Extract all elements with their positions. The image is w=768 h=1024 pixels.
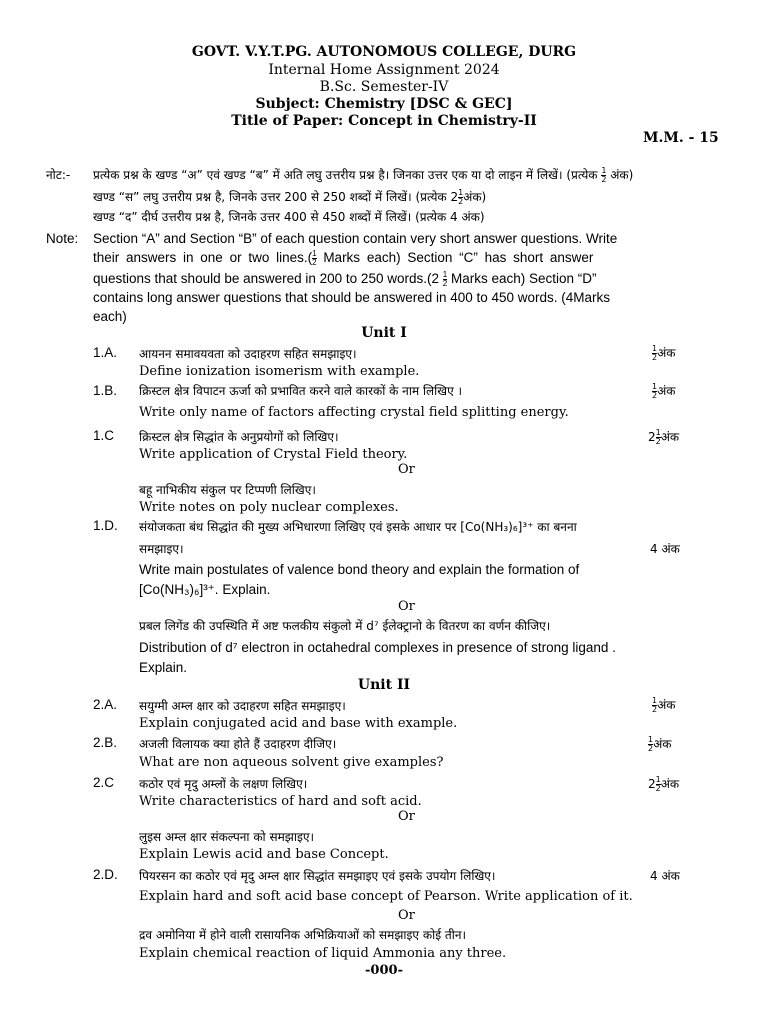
unit-1-title: Unit I [361,325,407,341]
question-marks: 4 अंक [650,869,680,883]
question-hindi: क्रिस्टल क्षेत्र विपाटन ऊर्जा को प्रभावित करने वाले कारकों के नाम लिखिए । [139,384,463,398]
question-hindi: सयुग्मी अम्ल क्षार को उदाहरण सहित समझाइए। [139,699,346,713]
question-marks: $\frac{1}{2}$ अंक [652,344,676,362]
question-english-cont: [Co(NH₃)₆]³⁺. Explain. [139,582,271,597]
half-fraction: $\frac{1}{2}$ [652,382,658,400]
question-hindi-alt: लुइस अम्ल क्षार संकल्पना को समझाइए। [139,830,315,844]
paper-title: Title of Paper: Concept in Chemistry-II [231,113,537,129]
unit-2-title: Unit II [357,677,411,693]
question-english: Write main postulates of valence bond theory and explain the formation of [139,562,580,577]
question-hindi-alt: बहू नाभिकीय संकुल पर टिप्पणी लिखिए। [139,483,316,497]
assignment-title: Internal Home Assignment 2024 [268,62,500,78]
hindi-note-line-2: खण्ड “स” लघु उत्तरीय प्रश्न है, जिनके उत्तर 200 से 250 शब्दों में लिखें। (प्रत्येक 2 $\frac{1}{2}$ अंक) [93,188,487,206]
question-hindi: संयोजकता बंध सिद्धांत की मुख्य अभिधारणा लिखिए एवं इसके आधार पर [Co(NH₃)₆]³⁺ का बनना [139,520,577,534]
question-number: 2.B. [93,735,118,750]
half-fraction: $\frac{1}{2}$ [601,166,607,184]
half-fraction: $\frac{1}{2}$ [648,735,654,753]
or-separator: Or [398,809,415,824]
college-name: GOVT. V.Y.T.PG. AUTONOMOUS COLLEGE, DURG [191,44,577,60]
half-fraction: $\frac{1}{2}$ [652,344,658,362]
question-english: Write application of Crystal Field theory. [139,447,408,462]
question-marks: 4 अंक [650,542,680,556]
question-hindi: अजली विलायक क्या होते हैं उदाहरण दीजिए। [139,737,337,751]
semester-line: B.Sc. Semester-IV [319,79,449,95]
hindi-note-line-1: प्रत्येक प्रश्न के खण्ड “अ” एवं खण्ड “ब” में अति लघु उत्तरीय प्रश्न है। जिनका उत्तर एक या दो लाइन में लिखें। (प्रत्येक $\frac{1}{2}$ अंक) [93,166,634,184]
half-fraction: $\frac{1}{2}$ [652,696,658,714]
question-marks: $\frac{1}{2}$ अंक [648,735,672,753]
question-number: 1.C [93,428,115,443]
question-english-alt: Write notes on poly nuclear complexes. [139,500,399,515]
question-hindi: पियरसन का कठोर एवं मृदु अम्ल क्षार सिद्धांत समझाइए एवं इसके उपयोग लिखिए। [139,869,496,883]
question-number: 1.B. [93,383,118,398]
max-marks: M.M. - 15 [643,130,719,146]
question-marks: 2 $\frac{1}{2}$ अंक [648,428,680,446]
half-fraction: $\frac{1}{2}$ [442,270,448,288]
question-hindi: कठोर एवं मृदु अम्लों के लक्षण लिखिए। [139,777,308,791]
half-fraction: $\frac{1}{2}$ [312,249,317,267]
question-english-alt: Distribution of d⁷ electron in octahedral complexes in presence of strong ligand . [139,640,616,655]
question-marks: $\frac{1}{2}$ अंक [652,696,676,714]
question-number: 2.A. [93,697,118,712]
english-note-line-3: questions that should be answered in 200 to 250 words.(2 $\frac{1}{2}$ Marks each) Section “D” [93,270,597,288]
question-english: Write only name of factors affecting crystal field splitting energy. [139,405,569,420]
half-fraction: $\frac{1}{2}$ [655,775,661,793]
question-english: Define ionization isomerism with example. [139,364,420,379]
or-separator: Or [398,462,415,477]
english-note-line-4: contains long answer questions that should be answered in 400 to 450 words. (4Marks [93,290,611,305]
english-note-label: Note: [46,231,79,246]
question-english-alt-cont: Explain. [139,660,188,675]
english-note-line-1: Section “A” and Section “B” of each question contain very short answer questions. Write [93,231,618,246]
end-marker: -000- [365,963,403,978]
english-note-line-5: each) [93,309,127,324]
question-marks: $\frac{1}{2}$ अंक [652,382,676,400]
question-english: What are non aqueous solvent give examples? [139,755,444,770]
question-english-alt: Explain chemical reaction of liquid Ammonia any three. [139,946,507,961]
question-marks: 2 $\frac{1}{2}$ अंक [648,775,680,793]
question-hindi-cont: समझाइए। [139,542,184,556]
question-number: 2.C [93,775,115,790]
question-english: Explain hard and soft acid base concept of Pearson. Write application of it. [139,889,633,904]
hindi-note-line-3: खण्ड “द” दीर्घ उत्तरीय प्रश्न है, जिनके उत्तर 400 से 450 शब्दों में लिखें। (प्रत्येक 4 अंक) [93,210,485,224]
question-english: Explain conjugated acid and base with example. [139,716,458,731]
half-fraction: $\frac{1}{2}$ [458,188,464,206]
or-separator: Or [398,599,415,614]
question-hindi: आयनन समावयवता को उदाहरण सहित समझाइए। [139,347,357,361]
question-hindi-alt: प्रबल लिगेंड की उपस्थिति में अष्ट फलकीय संकुलो में d⁷ ईलेक्ट्रानो के वितरण का वर्णन कीजिए। [139,619,551,633]
question-hindi-alt: द्रव अमोनिया में होने वाली रासायनिक अभिक्रियाओं को समझाइए कोई तीन। [139,928,467,942]
or-separator: Or [398,908,415,923]
subject-line: Subject: Chemistry [DSC & GEC] [255,96,513,112]
question-number: 1.A. [93,345,118,360]
question-english: Write characteristics of hard and soft acid. [139,794,422,809]
question-number: 1.D. [93,518,118,533]
question-english-alt: Explain Lewis acid and base Concept. [139,847,389,862]
hindi-note-label: नोट:- [46,168,71,182]
question-hindi: क्रिस्टल क्षेत्र सिद्धांत के अनुप्रयोगों को लिखिए। [139,430,339,444]
english-note-line-2: their answers in one or two lines.( $\frac{1}{2}$ Marks each) Section “C” has short answer [93,249,594,267]
half-fraction: $\frac{1}{2}$ [655,428,661,446]
question-number: 2.D. [93,867,118,882]
